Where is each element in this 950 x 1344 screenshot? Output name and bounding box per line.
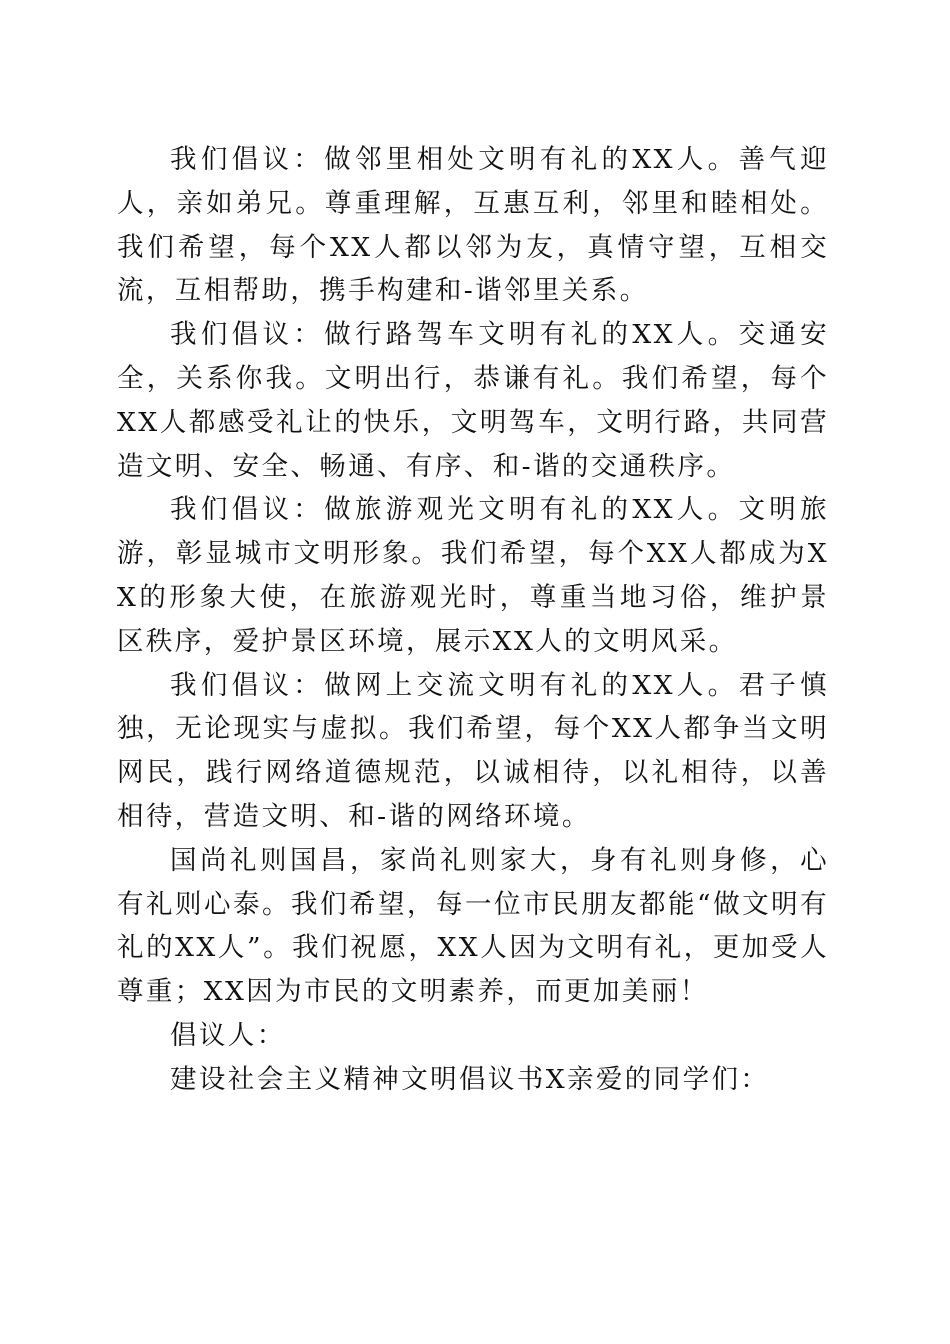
document-body xyxy=(117,138,829,1102)
paragraph-tourism: 我们倡议：做旅游观光文明有礼的XX人。文明旅游，彰显城市文明形象。我们希望，每个XX人都成为XX的形象大使，在旅游观光时，尊重当地习俗，维护景区秩序，爱护景区环境，展示XX人的文明风采。 xyxy=(117,494,829,657)
paragraph-traffic: 我们倡议：做行路驾车文明有礼的XX人。交通安全，关系你我。文明出行，恭谦有礼。我们希望，每个XX人都感受礼让的快乐，文明驾车，文明行路，共同营造文明、安全、畅通、有序、和-谐的交通秩序。 xyxy=(117,319,829,482)
paragraph-next-title: 建设社会主义精神文明倡议书X亲爱的同学们： xyxy=(170,1063,770,1095)
paragraph-conclusion: 国尚礼则国昌，家尚礼则家大，身有礼则身修，心有礼则心泰。我们希望，每一位市民朋友都能“做文明有礼的XX人”。我们祝愿，XX人因为文明有礼，更加受人尊重；XX因为市民的文明素养，而更加美丽！ xyxy=(117,844,829,1008)
paragraph-signatory: 倡议人： xyxy=(170,1019,286,1051)
paragraph-neighborhood: 我们倡议：做邻里相处文明有礼的XX人。善气迎人，亲如弟兄。尊重理解，互惠互利，邻里和睦相处。我们希望，每个XX人都以邻为友，真情守望，互相交流，互相帮助，携手构建和-谐邻里关系。 xyxy=(117,144,829,307)
paragraph-online: 我们倡议：做网上交流文明有礼的XX人。君子慎独，无论现实与虚拟。我们希望，每个XX人都争当文明网民，践行网络道德规范，以诚相待，以礼相待，以善相待，营造文明、和-谐的网络环境。 xyxy=(117,669,829,832)
